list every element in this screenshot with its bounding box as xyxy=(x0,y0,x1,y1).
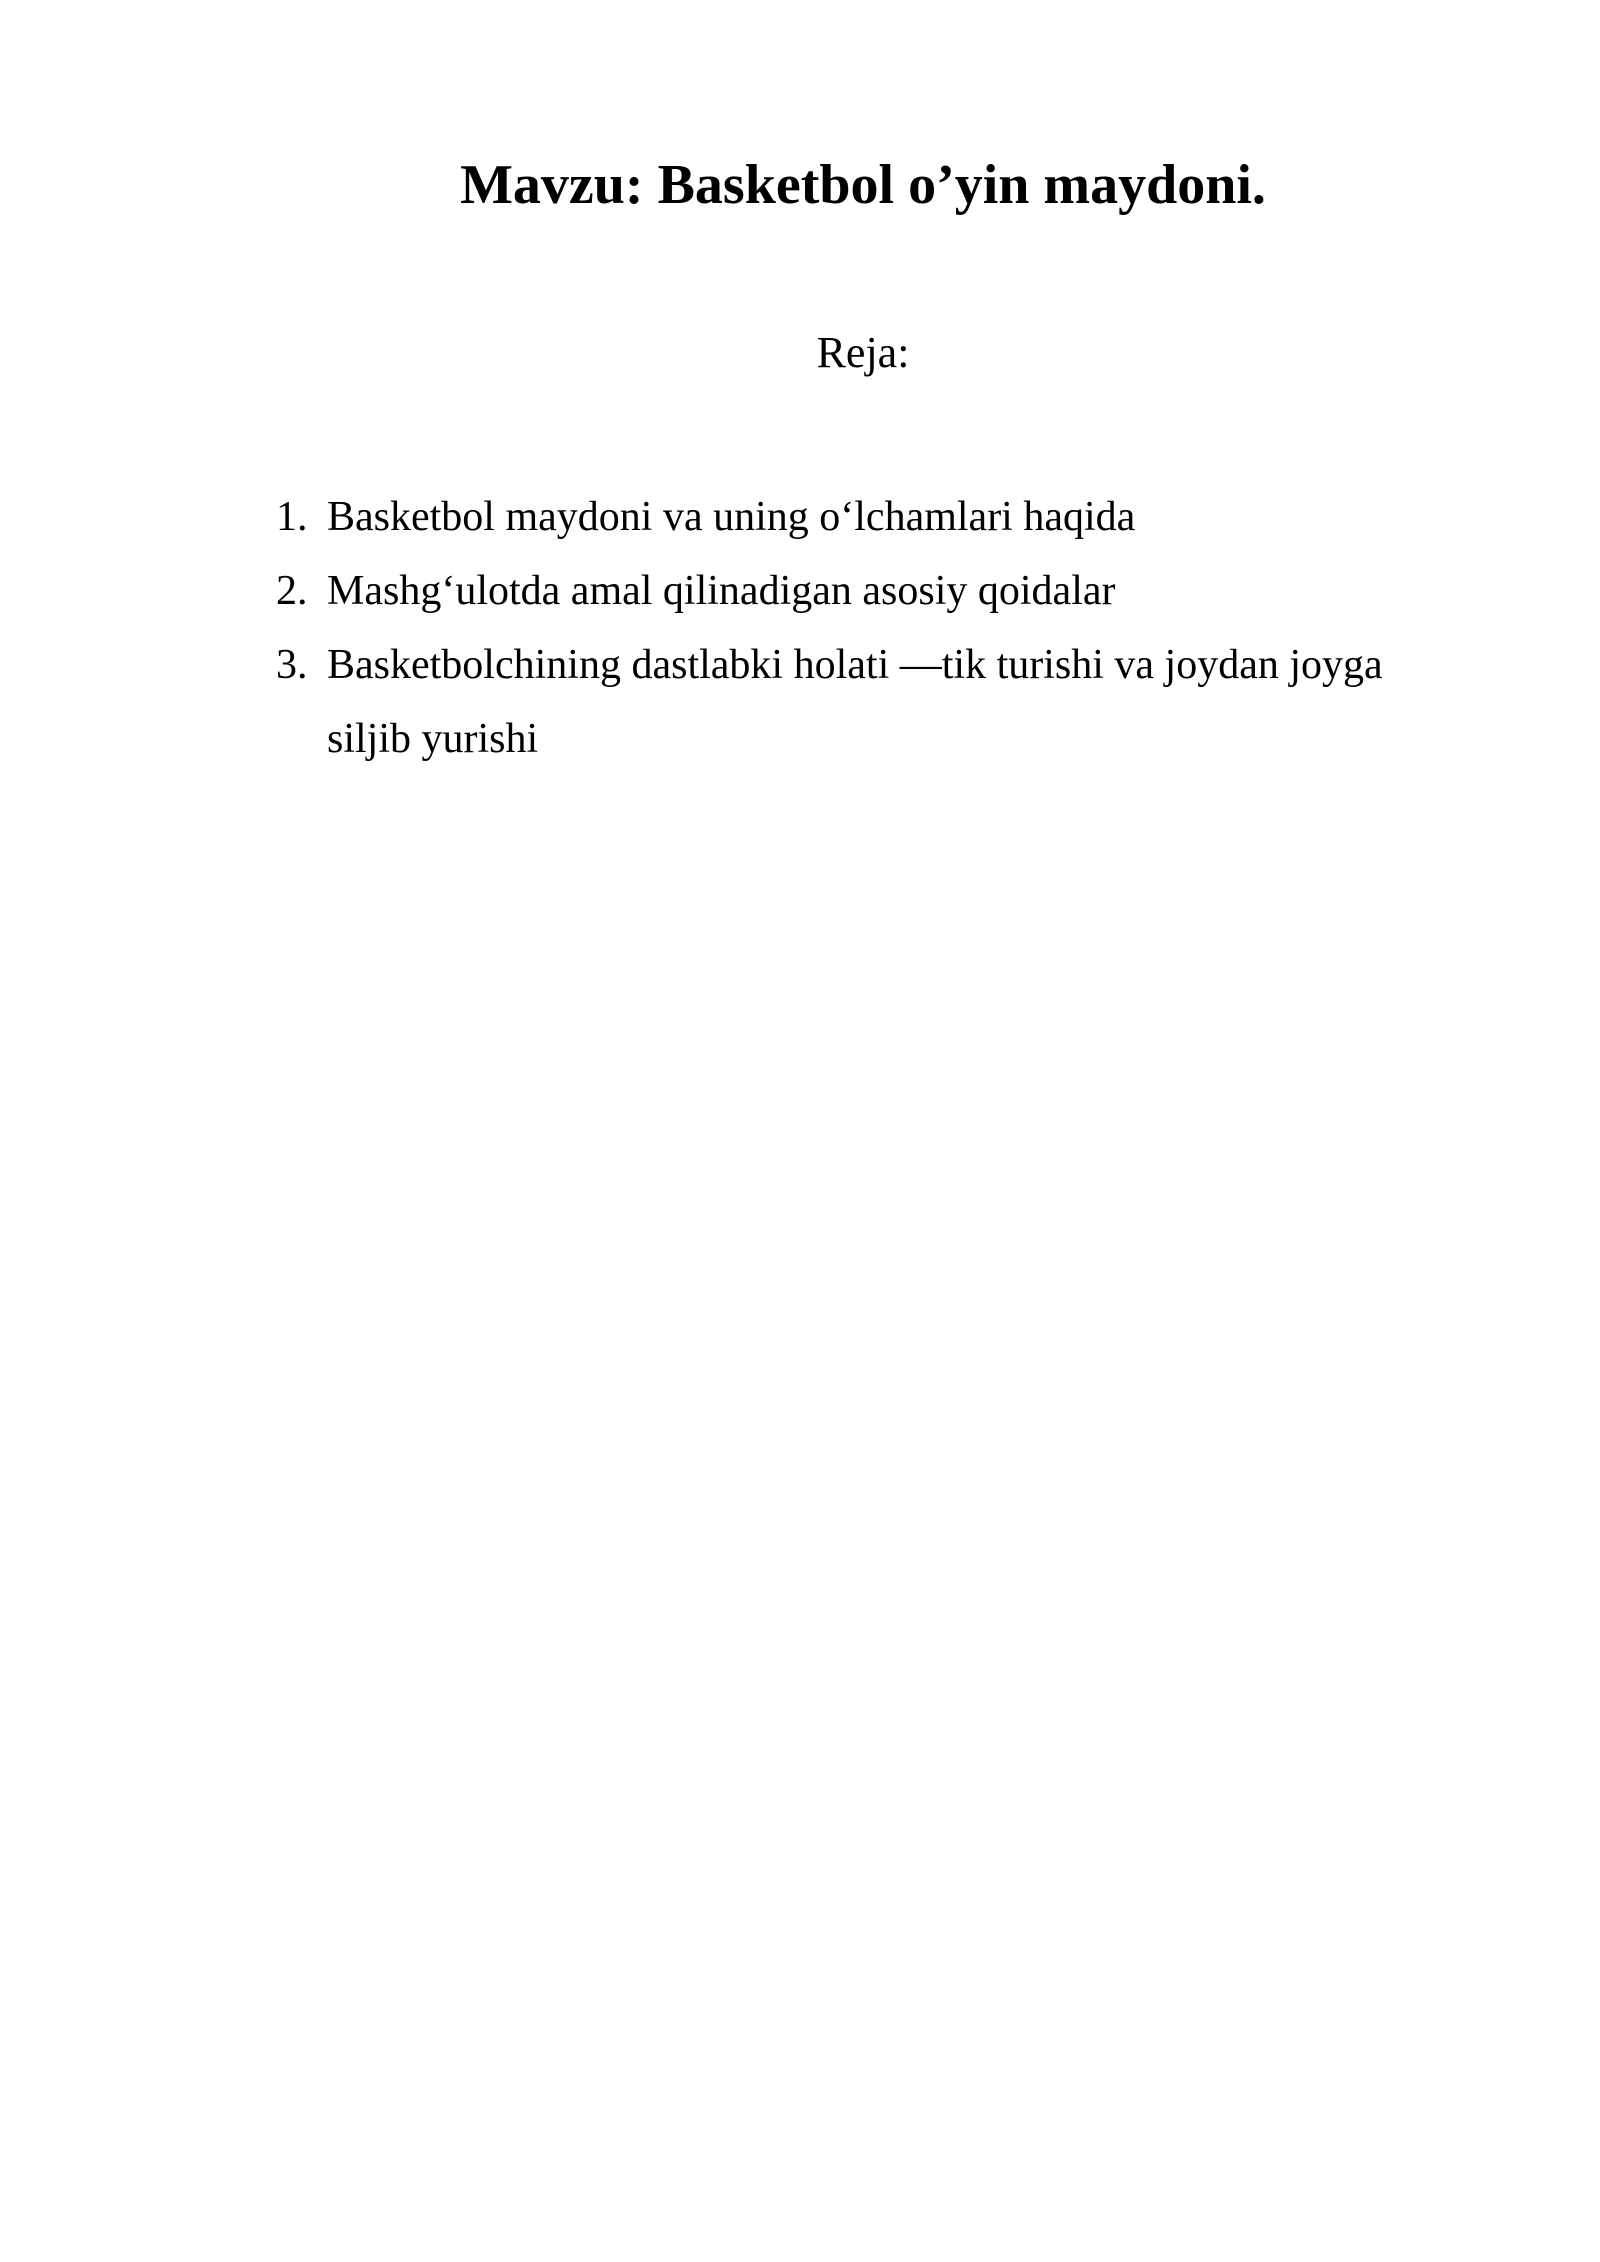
document-title: Mavzu: Basketbol o’yin maydoni. xyxy=(460,154,1266,216)
plan-item xyxy=(276,480,1436,554)
plan-item-number: 3. xyxy=(276,642,308,688)
plan-heading: Reja: xyxy=(816,328,910,377)
plan-list xyxy=(276,480,1436,776)
plan-item-text: Mashg‘ulotda amal qilinadigan asosiy qoidalar xyxy=(327,568,1116,614)
plan-item-text: Basketbolchining dastlabki holati —tik turishi va joydan joyga siljib yurishi xyxy=(327,642,1383,762)
plan-item-number: 1. xyxy=(276,494,308,540)
plan-item xyxy=(276,554,1436,628)
plan-item-text: Basketbol maydoni va uning o‘lchamlari haqida xyxy=(327,494,1136,540)
plan-item-number: 2. xyxy=(276,568,308,614)
plan-item xyxy=(276,628,1436,776)
